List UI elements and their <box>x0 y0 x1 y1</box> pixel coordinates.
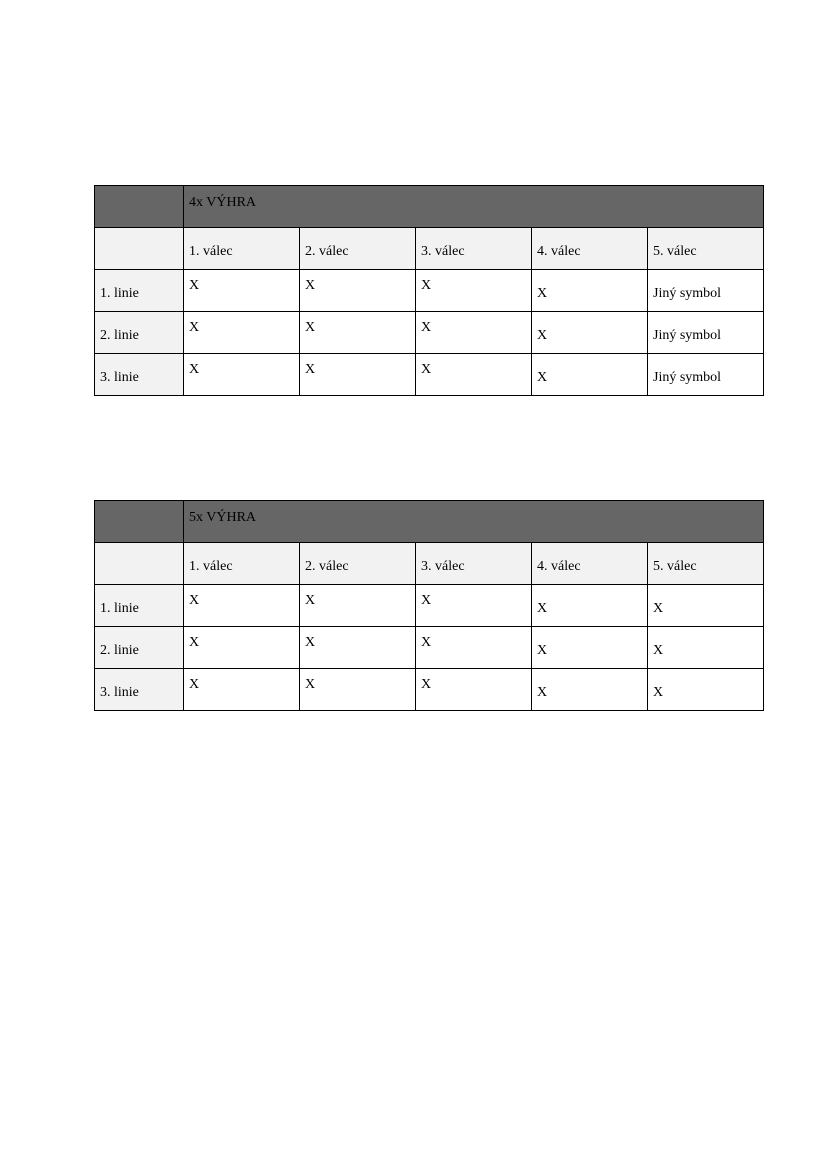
column-header: 3. válec <box>416 228 532 270</box>
table-cell: X <box>184 270 300 312</box>
table-cell: X <box>184 669 300 711</box>
table-cell: X <box>184 585 300 627</box>
column-header: 1. válec <box>184 543 300 585</box>
table-cell: X <box>300 585 416 627</box>
column-header: 4. válec <box>532 228 648 270</box>
table-cell: X <box>416 627 532 669</box>
table-cell: X <box>532 270 648 312</box>
column-header: 5. válec <box>648 543 764 585</box>
corner-cell <box>95 186 184 228</box>
title-row <box>95 501 764 543</box>
row-label: 1. linie <box>95 585 184 627</box>
column-header: 3. válec <box>416 543 532 585</box>
title-row <box>95 186 764 228</box>
table-cell: X <box>300 312 416 354</box>
table-cell: X <box>300 627 416 669</box>
table-cell: X <box>532 354 648 396</box>
column-header-row <box>95 228 764 270</box>
empty-header-cell <box>95 543 184 585</box>
table-title: 5x VÝHRA <box>184 501 764 543</box>
table-cell: X <box>300 669 416 711</box>
table-row <box>95 270 764 312</box>
table-cell: X <box>532 669 648 711</box>
table-cell: X <box>416 669 532 711</box>
table-row <box>95 354 764 396</box>
table-row <box>95 669 764 711</box>
table-cell: X <box>300 354 416 396</box>
table-cell: X <box>532 585 648 627</box>
table-cell: X <box>184 312 300 354</box>
table-cell: X <box>416 270 532 312</box>
column-header: 5. válec <box>648 228 764 270</box>
table-cell: Jiný symbol <box>648 270 764 312</box>
table-cell: X <box>648 669 764 711</box>
table-cell: X <box>648 627 764 669</box>
table-cell: X <box>184 354 300 396</box>
row-label: 3. linie <box>95 669 184 711</box>
column-header: 1. válec <box>184 228 300 270</box>
win-table-4x <box>94 185 764 396</box>
corner-cell <box>95 501 184 543</box>
empty-header-cell <box>95 228 184 270</box>
column-header-row <box>95 543 764 585</box>
table-row <box>95 627 764 669</box>
table-cell: Jiný symbol <box>648 354 764 396</box>
table-cell: X <box>184 627 300 669</box>
table-cell: X <box>532 312 648 354</box>
row-label: 1. linie <box>95 270 184 312</box>
win-table-5x <box>94 500 764 711</box>
column-header: 2. válec <box>300 543 416 585</box>
table-cell: X <box>416 585 532 627</box>
table-cell: Jiný symbol <box>648 312 764 354</box>
row-label: 2. linie <box>95 627 184 669</box>
table-cell: X <box>416 354 532 396</box>
table-cell: X <box>648 585 764 627</box>
column-header: 2. válec <box>300 228 416 270</box>
table-cell: X <box>532 627 648 669</box>
table-cell: X <box>416 312 532 354</box>
table-title: 4x VÝHRA <box>184 186 764 228</box>
table-row <box>95 312 764 354</box>
table-row <box>95 585 764 627</box>
column-header: 4. válec <box>532 543 648 585</box>
row-label: 2. linie <box>95 312 184 354</box>
row-label: 3. linie <box>95 354 184 396</box>
table-cell: X <box>300 270 416 312</box>
